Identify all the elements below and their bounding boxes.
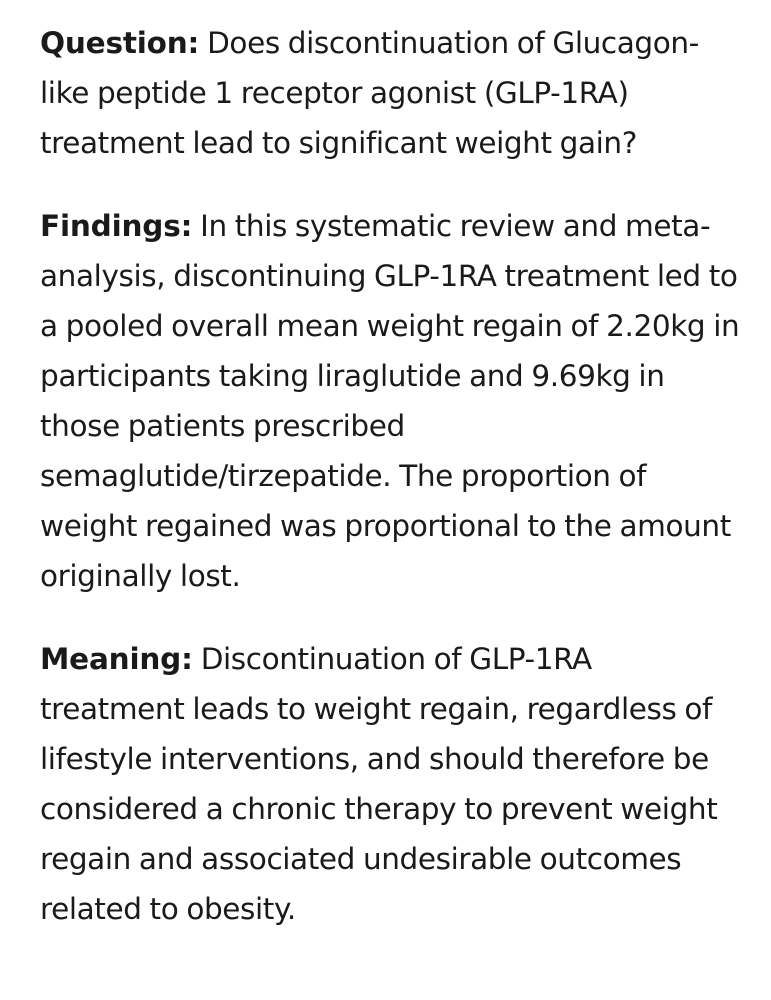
findings-label: Findings: <box>40 209 193 243</box>
question-text: Does discontinuation of Glucagon-like peptide 1 receptor agonist (GLP-1RA) treatment lead to significant weight gain? <box>40 26 699 160</box>
question-section <box>40 18 741 168</box>
meaning-text: Discontinuation of GLP-1RA treatment leads to weight regain, regardless of lifestyle interventions, and should therefore be considered a chronic therapy to prevent weight regain and associated undesirable outcomes related to obesity. <box>40 642 718 926</box>
meaning-section <box>40 634 741 934</box>
meaning-label: Meaning: <box>40 642 193 676</box>
findings-text: In this systematic review and meta-analysis, discontinuing GLP-1RA treatment led to a pooled overall mean weight regain of 2.20kg in participants taking liraglutide and 9.69kg in those patients prescribed semaglutide/tirzepatide. The proportion of weight regained was proportional to the amount originally lost. <box>40 209 740 593</box>
question-label: Question: <box>40 26 200 60</box>
findings-section <box>40 201 741 601</box>
